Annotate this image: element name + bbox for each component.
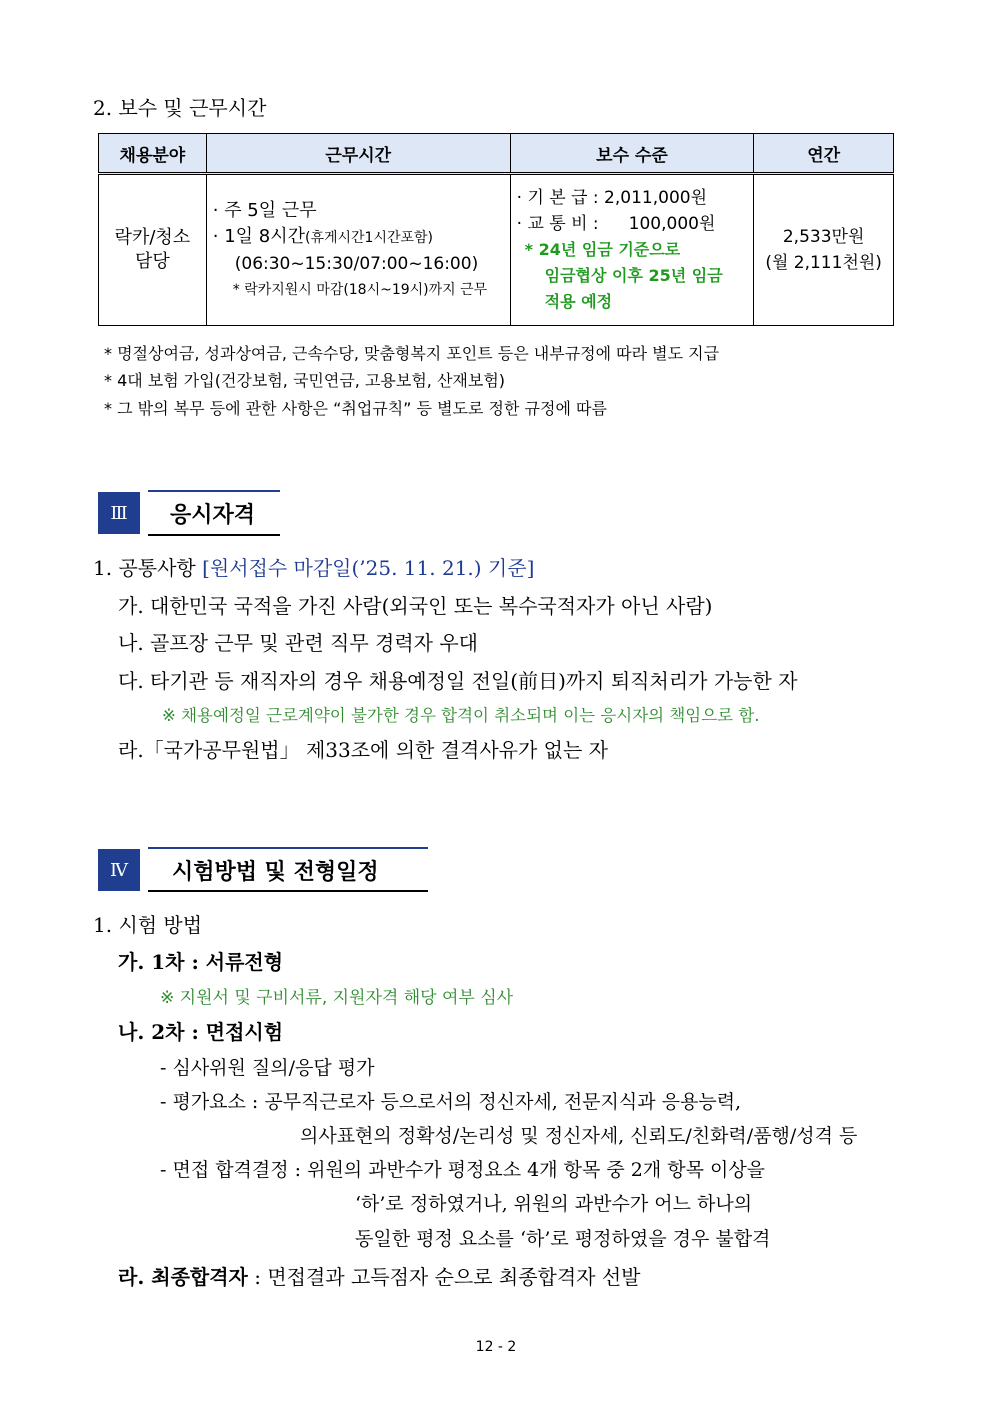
pay-base: · 기 본 급 : 2,011,000원: [516, 188, 707, 208]
pay-hours-table: [98, 133, 894, 326]
s4-na-l1: - 심사위원 질의/응답 평가: [160, 1057, 375, 1079]
pay-transport-label: · 교 통 비 :: [516, 214, 599, 234]
s3-da-note: ※ 채용예정일 근로계약이 불가한 경우 합격이 취소되며 이는 응시자의 책임으로 함.: [162, 706, 760, 725]
note-insurance: * 4대 보험 가입(건강보험, 국민연금, 고용보험, 산재보험): [104, 371, 506, 390]
s4-na-l4: - 면접 합격결정 : 위원의 과반수가 평정요소 4개 항목 중 2개 항목 이상을: [160, 1159, 766, 1181]
s3-da: 다. 타기관 등 재직자의 경우 채용예정일 전일(前日)까지 퇴직처리가 가능한 자: [118, 669, 798, 693]
s4-na-l5: ‘하’로 정하였거나, 위원의 과반수가 어느 하나의: [355, 1193, 753, 1215]
s3-item1: [93, 552, 534, 581]
s4-na-l2: - 평가요소 : 공무직근로자 등으로서의 정신자세, 전문지식과 응용능력,: [160, 1091, 742, 1113]
hours-line4: * 락카지원시 마감(18시~19시)까지 근무: [232, 281, 488, 298]
section3-numeral-badge: [98, 492, 140, 534]
s3-ga: 가. 대한민국 국적을 가진 사람(외국인 또는 복수국적자가 아닌 사람): [118, 594, 713, 618]
s4-ga: 가. 1차 : 서류전형: [118, 950, 284, 974]
page-number: 12 - 2: [475, 1339, 517, 1355]
section4-title: 시험방법 및 전형일정: [172, 860, 379, 885]
s4-na-l3: 의사표현의 정확성/논리성 및 정신자세, 신뢰도/친화력/품행/성격 등: [300, 1125, 858, 1147]
s4-ra: [118, 1261, 641, 1290]
s4-ra-text: : 면접결과 고득점자 순으로 최종합격자 선발: [247, 1265, 641, 1289]
hours-line2-main: · 1일 8시간: [212, 225, 305, 247]
pay-transport: [517, 211, 754, 237]
annual-line1: 2,533만원: [782, 227, 865, 247]
field-line1: 락카/청소: [114, 227, 191, 248]
header-hours: 근무시간: [206, 134, 510, 174]
hours-line2: [213, 224, 510, 251]
s3-na: 나. 골프장 근무 및 관련 직무 경력자 우대: [118, 631, 478, 655]
s3-ra: 라.「국가공무원법」 제33조에 의한 결격사유가 없는 자: [118, 738, 608, 762]
annual-line2: (월 2,111천원): [765, 253, 882, 273]
pay-transport-value: 100,000원: [628, 214, 716, 234]
pay-note-line3: 적용 예정: [544, 292, 613, 311]
cell-field: [99, 174, 207, 326]
pay-note-line1: * 24년 임금 기준으로: [524, 240, 681, 259]
s4-na: 나. 2차 : 면접시험: [118, 1020, 284, 1044]
header-pay: 보수 수준: [510, 134, 754, 174]
section3-title: 응시자격: [170, 503, 256, 528]
hours-line1: · 주 5일 근무: [212, 199, 317, 221]
pay-note-line2: 임금협상 이후 25년 임금: [544, 266, 723, 285]
section-heading-pay: 2. 보수 및 근무시간: [93, 96, 267, 120]
s3-item1-label: 1. 공통사항: [93, 556, 203, 580]
s4-ga-note: ※ 지원서 및 구비서류, 지원자격 해당 여부 심사: [160, 988, 514, 1008]
note-bonus: * 명절상여금, 성과상여금, 근속수당, 맞춤형복지 포인트 등은 내부규정에 따라 별도 지급: [104, 344, 720, 363]
s3-item1-emph: [원서접수 마감일(’25. 11. 21.) 기준]: [202, 556, 535, 580]
s4-item1: 1. 시험 방법: [93, 913, 203, 937]
note-rules: * 그 밖의 복무 등에 관한 사항은 “취업규칙” 등 별도로 정한 규정에 따름: [104, 399, 607, 418]
s4-na-l6: 동일한 평정 요소를 ‘하’로 평정하였을 경우 불합격: [355, 1228, 771, 1250]
header-annual: 연간: [754, 134, 894, 174]
hours-line2-small: (휴게시간1시간포함): [304, 229, 434, 246]
section3-numeral: Ⅲ: [110, 502, 128, 524]
section4-numeral-badge: [98, 849, 140, 891]
section4-numeral: Ⅳ: [110, 859, 128, 881]
cell-hours: [206, 174, 510, 326]
section4-bottom-rule: [148, 890, 428, 892]
header-field: 채용분야: [99, 134, 207, 174]
section3-bottom-rule: [148, 534, 280, 536]
section4-top-rule: [148, 847, 428, 849]
field-line2: 담당: [134, 251, 170, 272]
cell-pay: [510, 174, 754, 326]
cell-annual: [754, 174, 894, 326]
s4-ra-label: 라. 최종합격자: [118, 1265, 248, 1289]
hours-line3: (06:30~15:30/07:00~16:00): [234, 253, 479, 274]
section3-top-rule: [148, 490, 280, 492]
